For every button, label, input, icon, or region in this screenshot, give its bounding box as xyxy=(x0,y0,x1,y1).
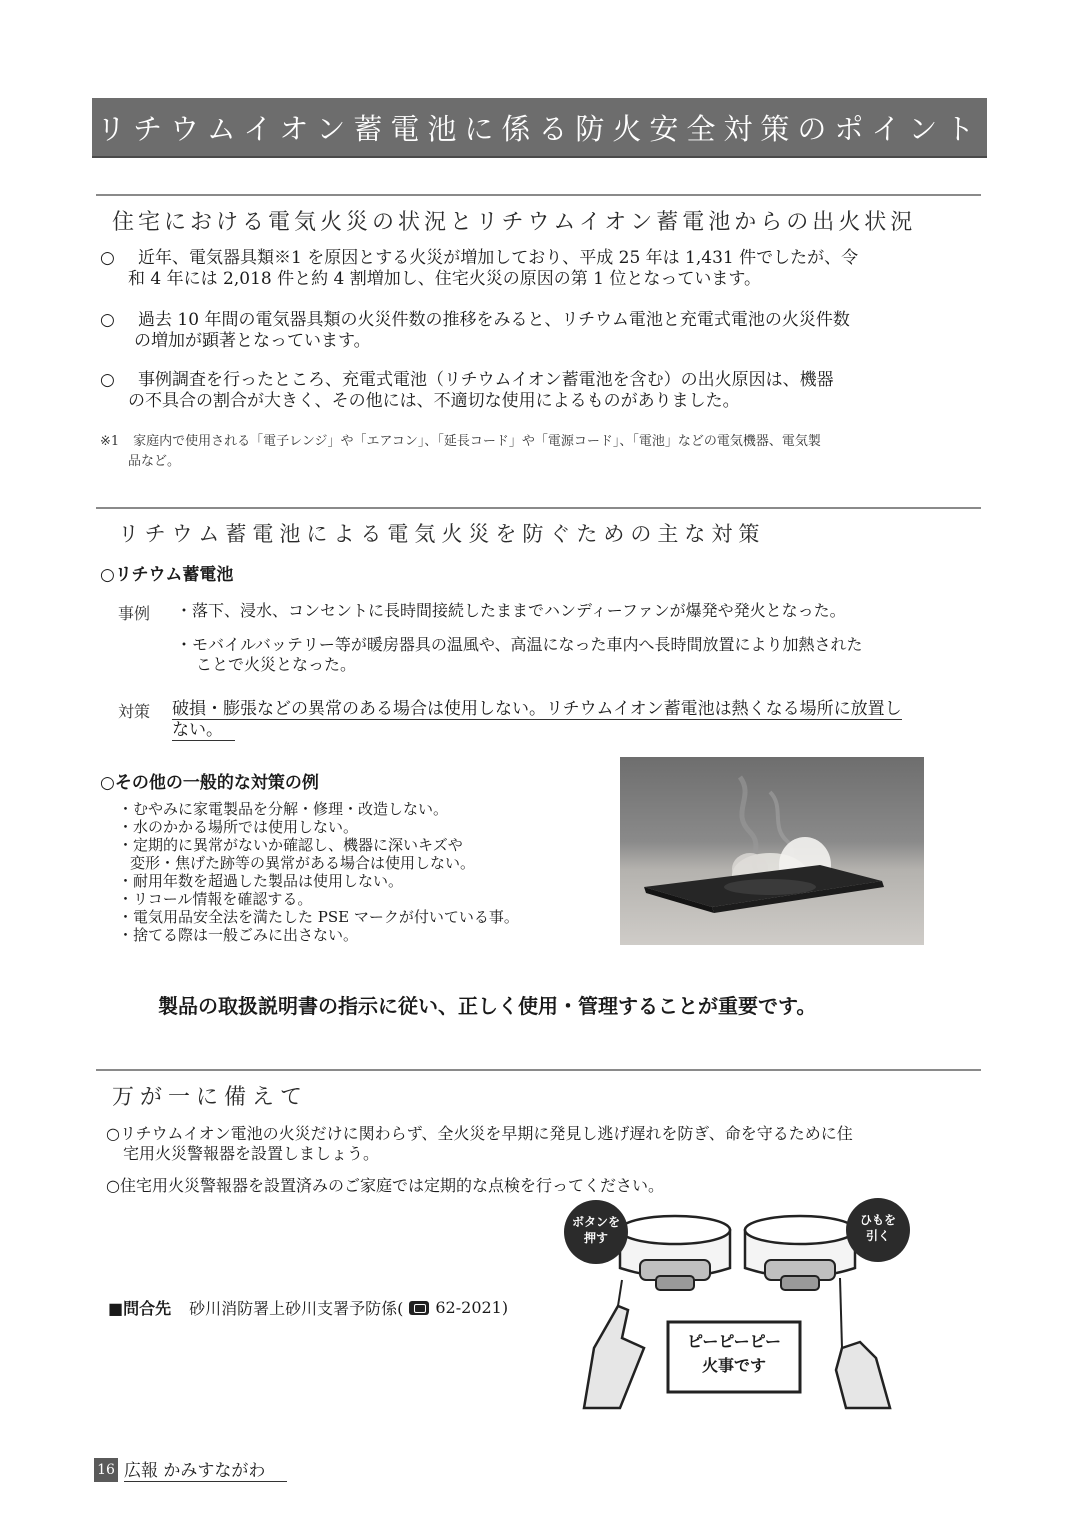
alarm-sign-text: ピーピーピー 火事です xyxy=(686,1332,782,1375)
case-list xyxy=(176,601,863,675)
list-item: ・リコール情報を確認する。 xyxy=(118,890,313,908)
publication-name: 広報 かみすながわ xyxy=(124,1456,287,1482)
circle-mark: ○ xyxy=(100,310,115,330)
section1-rule xyxy=(96,194,981,196)
bubble-push-button: ボタンを 押す xyxy=(571,1215,620,1245)
case-label: 事例 xyxy=(118,604,151,623)
measure-text: 破損・膨張などの異常のある場合は使用しない。リチウムイオン蓄電池は熱くなる場所に放置し ない。 xyxy=(172,699,902,740)
section3-rule xyxy=(96,1069,981,1071)
section3-title: 万が一に備えて xyxy=(112,1085,309,1110)
contact-phone: 62-2021) xyxy=(435,1298,509,1317)
circle-mark: ○ xyxy=(100,370,115,390)
list-item: 変形・焦げた跡等の異常がある場合は使用しない。 xyxy=(130,854,476,872)
contact-line xyxy=(108,1296,508,1319)
section1-paragraph: ○ 事例調査を行ったところ、充電式電池（リチウムイオン蓄電池を含む）の出火原因は、機器 の不具合の割合が大きく、その他には、不適切な使用によるものがありました。 xyxy=(100,370,834,411)
circle-mark: ○ xyxy=(100,248,115,268)
list-item: ・水のかかる場所では使用しない。 xyxy=(118,818,359,836)
general-list xyxy=(118,800,519,944)
case-item: ・モバイルバッテリー等が暖房器具の温風や、高温になった車内へ長時間放置により加熱された xyxy=(176,635,863,654)
list-item: ・耐用年数を超過した製品は使用しない。 xyxy=(118,872,404,890)
section1-paragraph: ○ 過去 10 年間の電気器具類の火災件数の推移をみると、リチウム電池と充電式電池の火災件数 の増加が顕著となっています。 xyxy=(100,310,850,351)
general-heading: ○その他の一般的な対策の例 xyxy=(100,773,319,793)
list-item: ・捨てる際は一般ごみに出さない。 xyxy=(118,926,359,944)
list-item: ・定期的に異常がないか確認し、機器に深いキズや xyxy=(118,836,463,854)
case-item: ことで火災となった。 xyxy=(196,655,357,674)
measure-label: 対策 xyxy=(118,702,151,721)
list-item: ・電気用品安全法を満たした PSE マークが付いている事。 xyxy=(118,908,519,926)
section1-paragraph: ○ 近年、電気器具類※1 を原因とする火災が増加しており、平成 25 年は 1,431 件でしたが、令 和 4 年には 2,018 件と約 4 割増加し、住宅火災の原因の第 1 位となっています。 xyxy=(100,248,859,289)
bubble-pull-string: ひもを 引く xyxy=(859,1213,896,1243)
section2-rule xyxy=(96,507,981,509)
page-number: 16 xyxy=(94,1458,118,1482)
list-item: ・むやみに家電製品を分解・修理・改造しない。 xyxy=(118,800,449,818)
smoke-alarm-illustration xyxy=(560,1198,915,1416)
section1-title: 住宅における電気火災の状況とリチウムイオン蓄電池からの出火状況 xyxy=(112,210,917,235)
battery-heading: ○リチウム蓄電池 xyxy=(100,565,234,585)
page-banner xyxy=(92,98,987,158)
emphasis-text: 製品の取扱説明書の指示に従い、正しく使用・管理することが重要です。 xyxy=(158,994,817,1018)
banner-title: リチウムイオン蓄電池に係る防火安全対策のポイント xyxy=(96,111,983,146)
case-item: ・落下、浸水、コンセントに長時間接続したままでハンディーファンが爆発や発火となった。 xyxy=(176,601,846,620)
contact-office: 砂川消防署上砂川支署予防係( xyxy=(189,1299,404,1318)
phone-icon xyxy=(409,1301,429,1315)
contact-label: ■問合先 xyxy=(108,1299,172,1318)
section2-title: リチウム蓄電池による電気火災を防ぐための主な対策 xyxy=(118,522,766,546)
footnote: ※1 家庭内で使用される「電子レンジ」や「エアコン」、「延長コード」や「電源コード」、「電池」などの電気機器、電気製 品など。 xyxy=(100,434,821,469)
burning-phone-photo xyxy=(620,757,924,945)
section3-paragraph: ○リチウムイオン電池の火災だけに関わらず、全火災を早期に発見し逃げ遅れを防ぎ、命を守るために住 宅用火災警報器を設置しましょう。 ○住宅用火災警報器を設置済みのご家庭では定期的な点検を行ってください。 xyxy=(106,1124,853,1195)
